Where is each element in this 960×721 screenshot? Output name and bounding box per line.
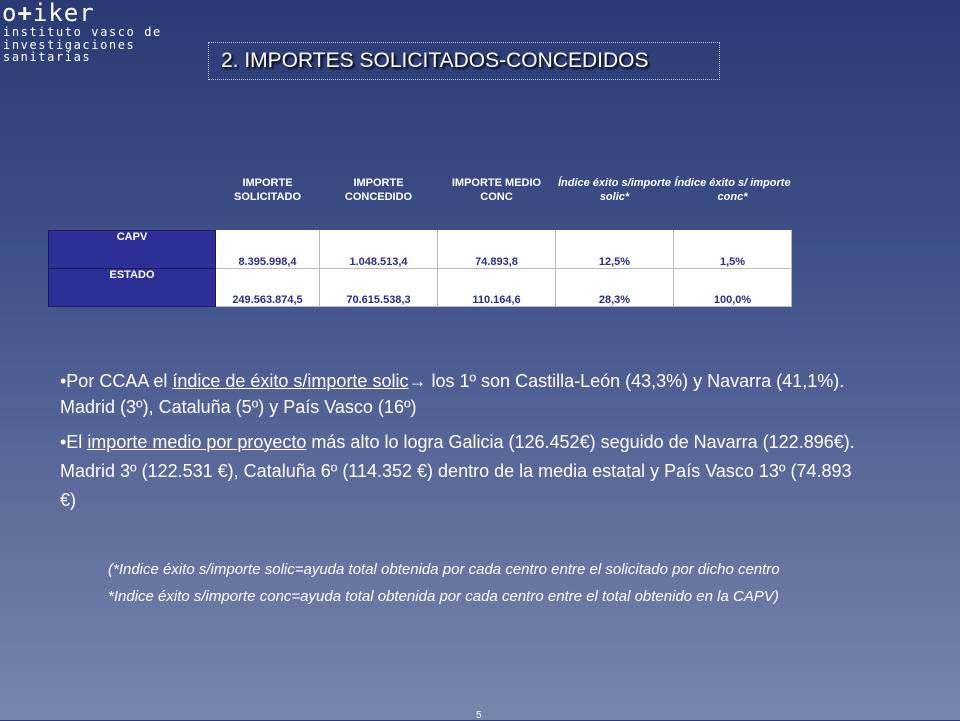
- logo-brand-right: iker: [32, 0, 95, 27]
- bullet-emphasis: importe medio por proyecto: [87, 432, 307, 452]
- table-cell: 1.048.513,4: [320, 230, 438, 268]
- table-cell: 100,0%: [674, 268, 792, 306]
- logo-plus-icon: +: [17, 0, 33, 27]
- table-header: Índice éxito s/importe solic*: [557, 177, 672, 203]
- table-cell: 74.893,8: [438, 230, 556, 268]
- table-header: IMPORTE MEDIO CONC: [451, 177, 542, 203]
- amounts-table: [48, 150, 792, 307]
- slide-title: [208, 42, 720, 80]
- arrow-right-icon: →: [408, 371, 427, 391]
- bullet-text: •El: [60, 432, 88, 452]
- bullet-text: más alto lo logra Galicia (126.452€) seguido de Navarra (122.896€). Madrid 3º (122.531 €), Cataluña 6º (114.352 €) dentro de la media estatal y País Vasco 13º (74.893 €): [60, 432, 855, 510]
- table-cell: 12,5%: [556, 230, 674, 268]
- table-cell: 28,3%: [556, 268, 674, 306]
- table-header-row: [49, 150, 792, 230]
- table-header: IMPORTE SOLICITADO: [233, 177, 301, 203]
- row-label: CAPV: [49, 230, 216, 268]
- logo-subtitle-2: investigaciones: [3, 37, 136, 52]
- bullet-list: [60, 368, 870, 523]
- bullet-text: los 1º son Castilla-León (43,3%) y Navarra (41,1%). Madrid (3º), Cataluña (5º) y País Vasco (16º): [60, 371, 845, 417]
- page-number: 5: [476, 710, 482, 721]
- table-cell: 70.615.538,3: [320, 268, 438, 306]
- logo: [0, 0, 170, 64]
- row-label: ESTADO: [49, 268, 216, 306]
- logo-subtitle-3: sanitarias: [3, 50, 92, 64]
- table-row: [49, 268, 792, 306]
- table-header: IMPORTE CONCEDIDO: [344, 177, 413, 203]
- logo-subtitle-1: instituto vasco de: [3, 25, 162, 39]
- bullet-text: •Por CCAA el: [60, 371, 173, 391]
- footnotes: [108, 560, 868, 614]
- logo-brand: [0, 0, 170, 26]
- bullet-item: [60, 368, 870, 420]
- bullet-emphasis: índice de éxito s/importe solic: [172, 371, 409, 391]
- slide-title-text: 2. IMPORTES SOLICITADOS-CONCEDIDOS: [221, 49, 649, 72]
- table-cell: 110.164,6: [438, 268, 556, 306]
- logo-brand-left: o: [2, 0, 18, 27]
- footnote: *Indice éxito s/importe conc=ayuda total obtenida por cada centro entre el total obtenido en la CAPV): [108, 588, 779, 605]
- footnote: (*Indice éxito s/importe solic=ayuda total obtenida por cada centro entre el solicitado por dicho centro: [108, 561, 780, 578]
- table-cell: 249.563.874,5: [216, 268, 320, 306]
- table-cell: 1,5%: [674, 230, 792, 268]
- table-header: Índice éxito s/ importe conc*: [674, 177, 791, 203]
- table-corner: [49, 150, 216, 230]
- table-row: [49, 230, 792, 268]
- table-cell: 8.395.998,4: [216, 230, 320, 268]
- bullet-item: [60, 428, 870, 515]
